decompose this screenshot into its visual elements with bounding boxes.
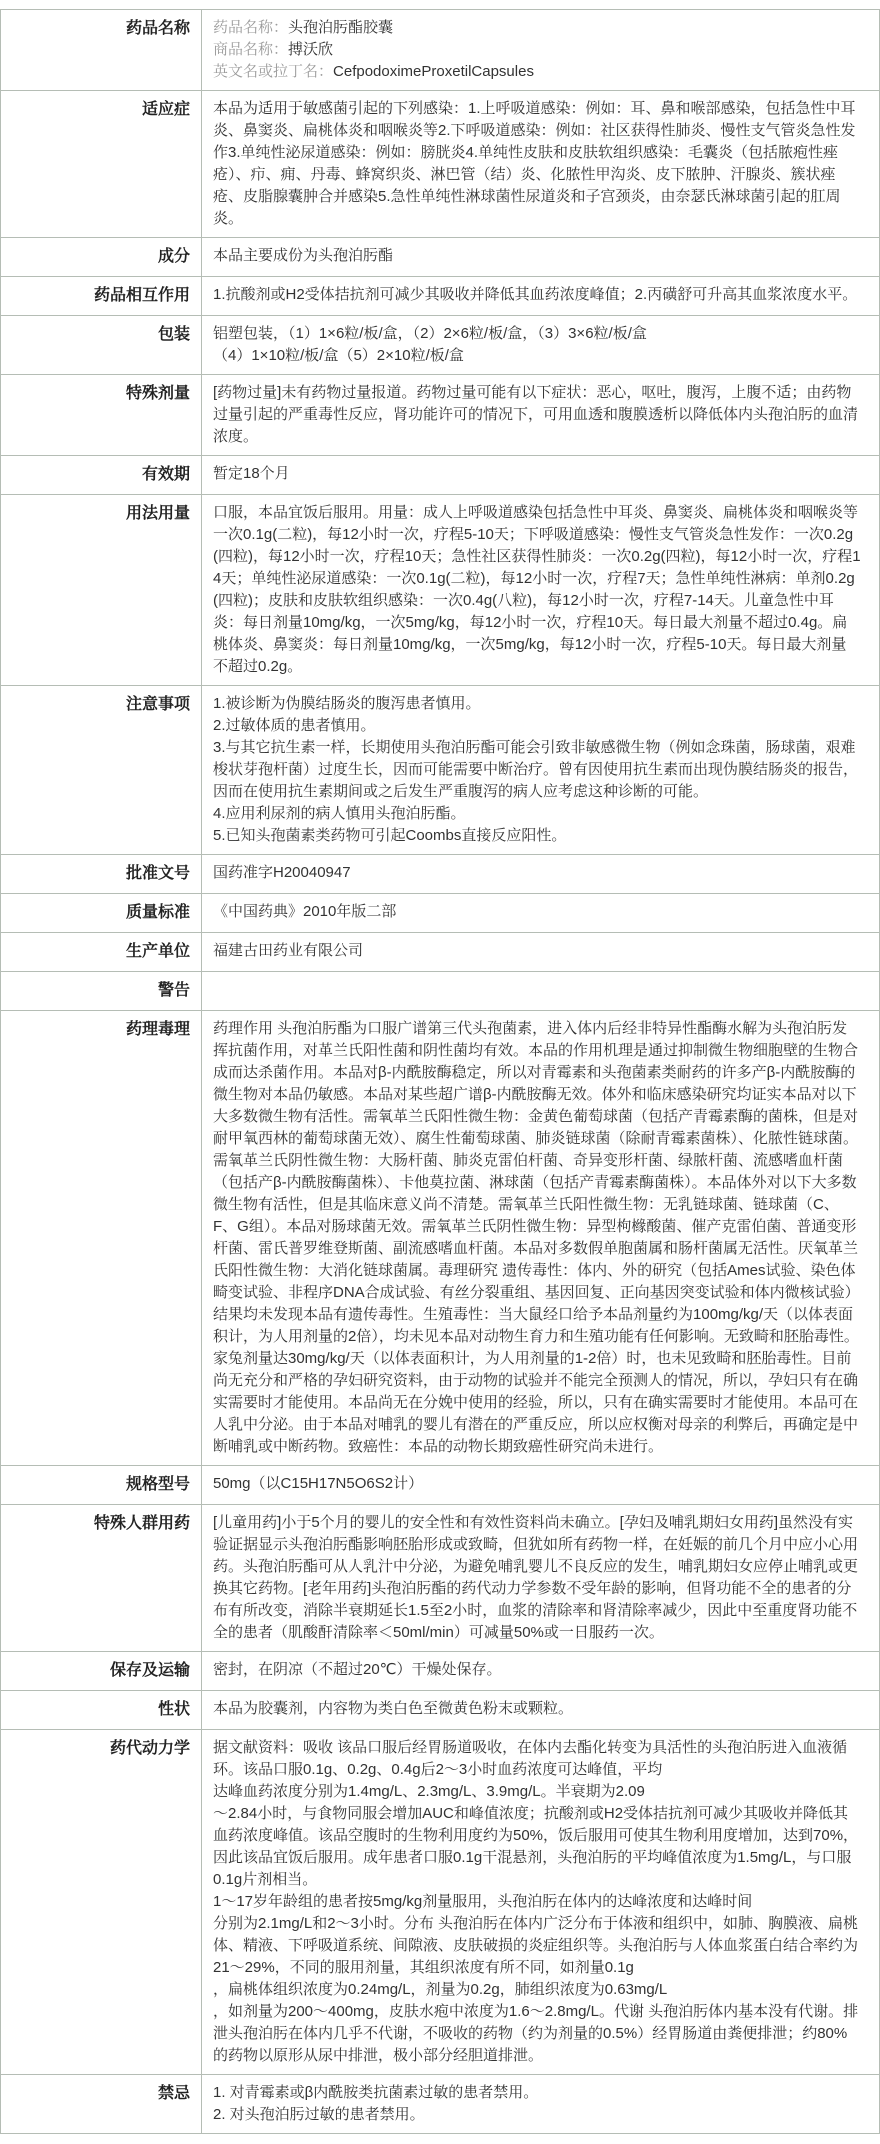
row-label-description: 性状	[1, 1691, 202, 1729]
row-description	[1, 1691, 879, 1730]
row-special-populations	[1, 1505, 879, 1652]
row-content-approval-number	[202, 855, 879, 893]
row-contraindications	[1, 2075, 879, 2134]
row-label-drug-name: 药品名称	[1, 10, 202, 90]
row-dosage-administration	[1, 495, 879, 686]
row-pharmacokinetics	[1, 1730, 879, 2075]
paragraph: 1.抗酸剂或H2受体拮抗剂可减少其吸收并降低其血药浓度峰值；2.丙磺舒可升高其血浆浓度水平。	[213, 286, 858, 303]
paragraph: ，扁桃体组织浓度为0.24mg/L，剂量为0.2g，肺组织浓度为0.63mg/L	[213, 1981, 668, 1998]
field-value: CefpodoximeProxetilCapsules	[333, 63, 534, 80]
row-label-quality-standard: 质量标准	[1, 894, 202, 932]
row-approval-number	[1, 855, 879, 894]
paragraph: 密封，在阴凉（不超过20℃）干燥处保存。	[213, 1661, 502, 1678]
row-label-indications: 适应症	[1, 91, 202, 237]
row-label-manufacturer: 生产单位	[1, 933, 202, 971]
row-label-shelf-life: 有效期	[1, 456, 202, 494]
row-quality-standard	[1, 894, 879, 933]
paragraph: 国药准字H20040947	[213, 864, 351, 881]
row-content-pharmacokinetics	[202, 1730, 879, 2074]
row-label-contraindications: 禁忌	[1, 2075, 202, 2133]
row-label-storage-transport: 保存及运输	[1, 1652, 202, 1690]
paragraph: 达峰血药浓度分别为1.4mg/L、2.3mg/L、3.9mg/L。半衰期为2.09	[213, 1783, 645, 1800]
row-content-description	[202, 1691, 879, 1729]
row-label-pharmacokinetics: 药代动力学	[1, 1730, 202, 2074]
paragraph: 1～17岁年龄组的患者按5mg/kg剂量服用，头孢泊肟在体内的达峰浓度和达峰时间	[213, 1893, 753, 1910]
row-packaging	[1, 316, 879, 375]
row-label-special-dosage: 特殊剂量	[1, 375, 202, 455]
row-content-drug-interactions	[202, 277, 879, 315]
field-line	[213, 17, 861, 39]
row-indications	[1, 91, 879, 238]
paragraph: 本品主要成份为头孢泊肟酯	[213, 247, 394, 264]
row-pharmacology-toxicology	[1, 1011, 879, 1466]
paragraph: 5.已知头孢菌素类药物可引起Coombs直接反应阳性。	[213, 827, 567, 844]
row-content-dosage-administration	[202, 495, 879, 685]
paragraph: 本品为适用于敏感菌引起的下列感染：1.上呼吸道感染：例如：耳、鼻和喉部感染，包括急性中耳炎、鼻窦炎、扁桃体炎和咽喉炎等2.下呼吸道感染：例如：社区获得性肺炎、慢性支气管炎急性发作3.单纯性泌尿道感染：例如：膀胱炎4.单纯性皮肤和皮肤软组织感染：毛囊炎（包括脓疱性痤疮）、疖、痈、丹毒、蜂窝织炎、淋巴管（结）炎、化脓性甲沟炎、皮下脓肿、汗腺炎、簇状痤疮、皮脂腺囊肿合并感染5.急性单纯性淋球菌性尿道炎和子宫颈炎，由奈瑟氏淋球菌引起的肛周炎。	[213, 100, 856, 227]
row-content-special-populations	[202, 1505, 879, 1651]
paragraph: 铝塑包装，（1）1×6粒/板/盒，（2）2×6粒/板/盒，（3）3×6粒/板/盒	[213, 325, 647, 342]
row-manufacturer	[1, 933, 879, 972]
paragraph: 口服，本品宜饭后服用。用量：成人上呼吸道感染包括急性中耳炎、鼻窦炎、扁桃体炎和咽喉炎等一次0.1g(二粒)，每12小时一次，疗程5-10天；下呼吸道感染：慢性支气管炎急性发作：一次0.2g(四粒)，每12小时一次，疗程10天；急性社区获得性肺炎：一次0.2g(四粒)，每12小时一次，疗程14天；单纯性泌尿道感染：一次0.1g(二粒)，每12小时一次，疗程7天；急性单纯性淋病：单剂0.2g(四粒)；皮肤和皮肤软组织感染：一次0.4g(八粒)，每12小时一次，疗程7-14天。儿童急性中耳炎：每日剂量10mg/kg，一次5mg/kg，每12小时一次，疗程10天。每日最大剂量不超过0.4g。扁桃体炎、鼻窦炎：每日剂量10mg/kg，一次5mg/kg，每12小时一次，疗程5-10天。每日最大剂量不超过0.2g。	[213, 504, 861, 675]
paragraph: 《中国药典》2010年版二部	[213, 903, 397, 920]
field-value: 搏沃欣	[288, 41, 334, 58]
row-precautions	[1, 686, 879, 855]
row-content-manufacturer	[202, 933, 879, 971]
row-content-warning	[202, 972, 879, 1010]
row-content-storage-transport	[202, 1652, 879, 1690]
field-key: 药品名称：	[213, 19, 289, 36]
row-content-indications	[202, 91, 879, 237]
paragraph: 1. 对青霉素或β内酰胺类抗菌素过敏的患者禁用。	[213, 2084, 539, 2101]
row-storage-transport	[1, 1652, 879, 1691]
paragraph: 3.与其它抗生素一样，长期使用头孢泊肟酯可能会引致非敏感微生物（例如念珠菌，肠球菌，艰难梭状芽孢杆菌）过度生长，因而可能需要中断治疗。曾有因使用抗生素而出现伪膜结肠炎的报告，因而在使用抗生素期间或之后发生严重腹泻的病人应考虑这种诊断的可能。	[213, 739, 859, 800]
row-ingredients	[1, 238, 879, 277]
paragraph: 4.应用利尿剂的病人慎用头孢泊肟酯。	[213, 805, 466, 822]
row-content-pharmacology-toxicology	[202, 1011, 879, 1465]
field-line	[213, 61, 861, 83]
row-special-dosage	[1, 375, 879, 456]
paragraph: 2. 对头孢泊肟过敏的患者禁用。	[213, 2106, 425, 2123]
row-label-dosage-administration: 用法用量	[1, 495, 202, 685]
row-content-quality-standard	[202, 894, 879, 932]
row-content-drug-name	[202, 10, 879, 90]
row-content-ingredients	[202, 238, 879, 276]
row-drug-name	[1, 10, 879, 91]
paragraph: 据文献资料：吸收 该品口服后经胃肠道吸收，在体内去酯化转变为具活性的头孢泊肟进入血液循环。该品口服0.1g、0.2g、0.4g后2～3小时血药浓度可达峰值，平均	[213, 1739, 848, 1778]
paragraph: 1.被诊断为伪膜结肠炎的腹泻患者慎用。	[213, 695, 481, 712]
row-label-drug-interactions: 药品相互作用	[1, 277, 202, 315]
row-label-precautions: 注意事项	[1, 686, 202, 854]
field-key: 商品名称：	[213, 41, 289, 58]
paragraph: 本品为胶囊剂，内容物为类白色至微黄色粉末或颗粒。	[213, 1700, 574, 1717]
paragraph: 暂定18个月	[213, 465, 290, 482]
drug-info-table	[0, 9, 880, 2134]
field-line	[213, 39, 861, 61]
field-key: 英文名或拉丁名：	[213, 63, 334, 80]
row-drug-interactions	[1, 277, 879, 316]
row-label-approval-number: 批准文号	[1, 855, 202, 893]
row-label-special-populations: 特殊人群用药	[1, 1505, 202, 1651]
row-content-contraindications	[202, 2075, 879, 2133]
row-content-shelf-life	[202, 456, 879, 494]
paragraph: [药物过量]未有药物过量报道。药物过量可能有以下症状：恶心，呕吐，腹泻，上腹不适；由药物过量引起的严重毒性反应，肾功能许可的情况下，可用血透和腹膜透析以降低体内头孢泊肟的血清浓度。	[213, 384, 859, 445]
row-shelf-life	[1, 456, 879, 495]
row-label-ingredients: 成分	[1, 238, 202, 276]
row-content-packaging	[202, 316, 879, 374]
row-warning	[1, 972, 879, 1011]
paragraph: 50mg（以C15H17N5O6S2计）	[213, 1475, 424, 1492]
paragraph: 分别为2.1mg/L和2～3小时。分布 头孢泊肟在体内广泛分布于体液和组织中，如肺、胸膜液、扁桃体、精液、下呼吸道系统、间隙液、皮肤破损的炎症组织等。头孢泊肟与人体血浆蛋白结合率约为21～29%，不同的服用剂量，其组织浓度有所不同，如剂量0.1g	[213, 1915, 859, 1976]
row-label-pharmacology-toxicology: 药理毒理	[1, 1011, 202, 1465]
paragraph: （4）1×10粒/板/盒（5）2×10粒/板/盒	[213, 347, 464, 364]
paragraph: 药理作用 头孢泊肟酯为口服广谱第三代头孢菌素，进入体内后经非特异性酯酶水解为头孢泊肟发挥抗菌作用，对革兰氏阳性菌和阴性菌均有效。本品的作用机理是通过抑制微生物细胞壁的生物合成而达杀菌作用。本品对β-内酰胺酶稳定，所以对青霉素和头孢菌素类耐药的许多产β-内酰胺酶的微生物对本品仍敏感。本品对某些超广谱β-内酰胺酶无效。体外和临床感染研究均证实本品对以下大多数微生物有活性。需氧革兰氏阳性微生物：金黄色葡萄球菌（包括产青霉素酶的菌株，但是对耐甲氧西林的葡萄球菌无效）、腐生性葡萄球菌、肺炎链球菌（除耐青霉素菌株）、化脓性链球菌。需氧革兰氏阴性微生物：大肠杆菌、肺炎克雷伯杆菌、奇异变形杆菌、绿脓杆菌、流感嗜血杆菌（包括产β-内酰胺酶菌株）、卡他莫拉菌、淋球菌（包括产青霉素酶菌株）。本品体外对以下大多数微生物有活性，但是其临床意义尚不清楚。需氧革兰氏阳性微生物：无乳链球菌、链球菌（C、F、G组）。本品对肠球菌无效。需氧革兰氏阴性微生物：异型枸橼酸菌、催产克雷伯菌、普通变形杆菌、雷氏普罗维登斯菌、副流感嗜血杆菌。本品对多数假单胞菌属和肠杆菌属无活性。厌氧革兰氏阳性微生物：大消化链球菌属。毒理研究 遗传毒性：体内、外的研究（包括Ames试验、染色体畸变试验、非程序DNA合成试验、有丝分裂重组、基因回复、正向基因突变试验和体内微核试验）结果均未发现本品有遗传毒性。生殖毒性：当大鼠经口给予本品剂量约为100mg/kg/天（以体表面积计，为人用剂量的2倍），均未见本品对动物生育力和生殖功能有任何影响。无致畸和胚胎毒性。家兔剂量达30mg/kg/天（以体表面积计，为人用剂量的1-2倍）时，也未见致畸和胚胎毒性。目前尚无充分和严格的孕妇研究资料，由于动物的试验并不能完全预测人的情况，所以，孕妇只有在确实需要时才能使用。本品尚无在分娩中使用的经验，所以，只有在确实需要时才能使用。本品可在人乳中分泌。由于本品对哺乳的婴儿有潜在的严重反应，所以应权衡对母亲的利弊后，再确定是中断哺乳或中断药物。致癌性：本品的动物长期致癌性研究尚未进行。	[213, 1020, 860, 1455]
row-label-specification: 规格型号	[1, 1466, 202, 1504]
row-label-packaging: 包装	[1, 316, 202, 374]
field-value: 头孢泊肟酯胶囊	[288, 19, 394, 36]
row-content-precautions	[202, 686, 879, 854]
row-specification	[1, 1466, 879, 1505]
row-label-warning: 警告	[1, 972, 202, 1010]
paragraph: ，如剂量为200～400mg，皮肤水疱中浓度为1.6～2.8mg/L。代谢 头孢泊肟体内基本没有代谢。排泄头孢泊肟在体内几乎不代谢，不吸收的药物（约为剂量的0.5%）经胃肠道由粪便排泄；约80%的药物以原形从尿中排泄，极小部分经胆道排泄。	[213, 2003, 859, 2064]
paragraph: 福建古田药业有限公司	[213, 942, 364, 959]
paragraph: ～2.84小时，与食物同服会增加AUC和峰值浓度；抗酸剂或H2受体拮抗剂可减少其吸收并降低其血药浓度峰值。该品空腹时的生物利用度约为50%，饭后服用可使其生物利用度增加，达到70%，因此该品宜饭后服用。成年患者口服0.1g干混悬剂，头孢泊肟的平均峰值浓度为1.5mg/L，与口服0.1g片剂相当。	[213, 1805, 859, 1888]
row-content-specification	[202, 1466, 879, 1504]
paragraph: [儿童用药]小于5个月的婴儿的安全性和有效性资料尚未确立。[孕妇及哺乳期妇女用药]虽然没有实验证据显示头孢泊肟酯影响胚胎形成或致畸，但犹如所有药物一样，在妊娠的前几个月中应小心用药。头孢泊肟酯可从人乳汁中分泌，为避免哺乳婴儿不良反应的发生，哺乳期妇女应停止哺乳或更换其它药物。[老年用药]头孢泊肟酯的药代动力学参数不受年龄的影响，但肾功能不全的患者的分布有所改变，消除半衰期延长1.5至2小时，血浆的清除率和肾清除率减少，因此中至重度肾功能不全的患者（肌酸酐清除率＜50ml/min）可减量50%或一日服药一次。	[213, 1514, 859, 1641]
paragraph: 2.过敏体质的患者慎用。	[213, 717, 376, 734]
row-content-special-dosage	[202, 375, 879, 455]
